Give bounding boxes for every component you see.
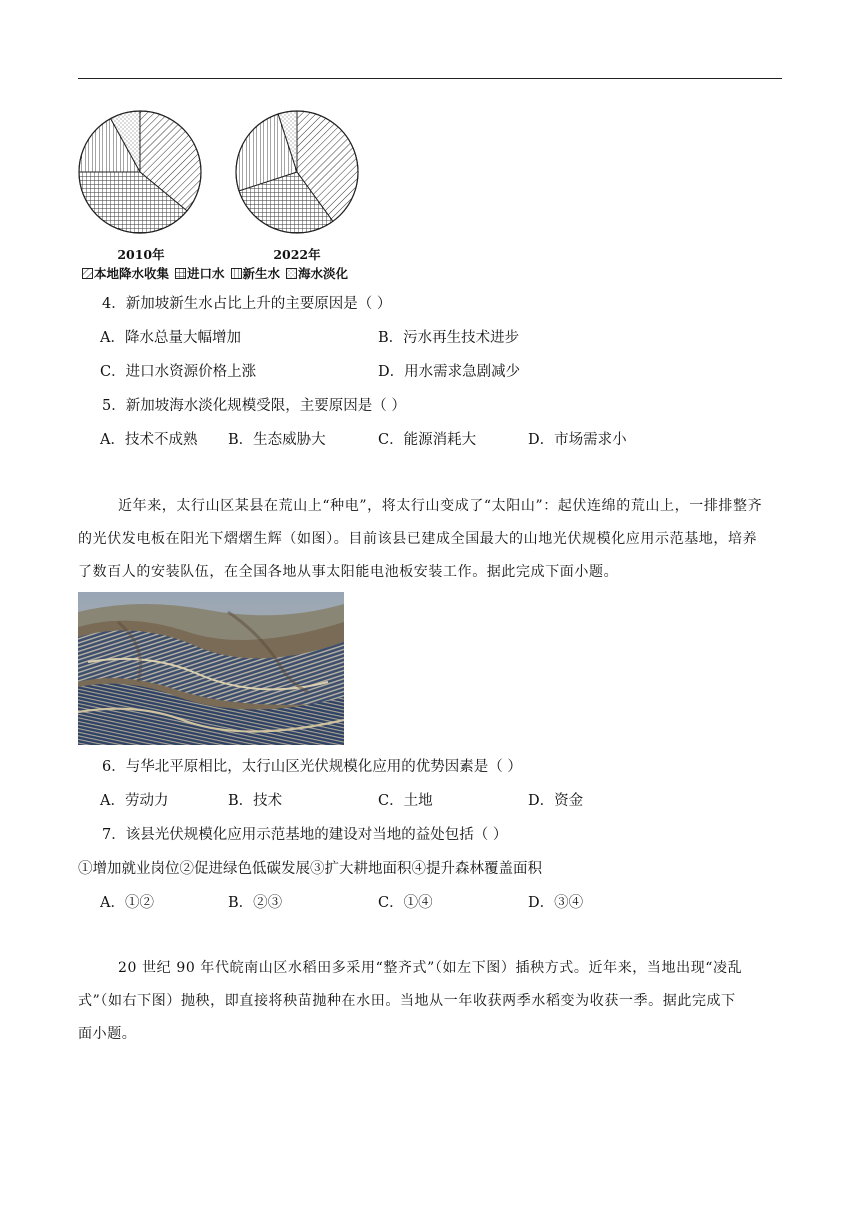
- pie-2010-label: 2010年: [117, 247, 165, 262]
- question-4-option-d[interactable]: D．用水需求急剧减少: [378, 364, 521, 380]
- solar-farm-photo: [78, 592, 344, 745]
- pie-2010: [79, 111, 201, 233]
- question-5-option-a[interactable]: A．技术不成熟: [100, 432, 198, 448]
- question-6-option-b[interactable]: B．技术: [228, 793, 283, 809]
- legend-swatch-vertical: [231, 268, 242, 279]
- question-5-option-b[interactable]: B．生态威胁大: [228, 432, 326, 448]
- passage-rice: [78, 952, 782, 1051]
- pie-2022-label: 2022年: [273, 247, 321, 262]
- header-rule: [78, 78, 782, 79]
- question-6-stem: 6．与华北平原相比，太行山区光伏规模化应用的优势因素是（ ）: [102, 759, 522, 775]
- pie-legend: [82, 264, 350, 282]
- legend-label: 本地降水收集: [94, 266, 170, 281]
- legend-swatch-grid: [175, 268, 186, 279]
- passage-rice-line-2: 式”（如右下图）抛秧，即直接将秧苗抛种在水田。当地从一年收获两季水稻变为收获一季。据此完成下: [78, 993, 736, 1009]
- question-7-items: ①增加就业岗位②促进绿色低碳发展③扩大耕地面积④提升森林覆盖面积: [78, 861, 542, 877]
- passage-solar-line-3: 了数百人的安装队伍，在全国各地从事太阳能电池板安装工作。据此完成下面小题。: [78, 564, 619, 580]
- legend-item-rainwater: [82, 264, 169, 282]
- passage-solar-line-2: 的光伏发电板在阳光下熠熠生辉（如图）。目前该县已建成全国最大的山地光伏规模化应用示范基地，培养: [78, 531, 758, 547]
- question-5-option-c[interactable]: C．能源消耗大: [378, 432, 477, 448]
- legend-item-desalination: [286, 264, 348, 282]
- legend-item-newater: [231, 264, 281, 282]
- pie-2022: [236, 111, 358, 233]
- legend-item-imported: [175, 264, 225, 282]
- question-4-option-b[interactable]: B．污水再生技术进步: [378, 330, 520, 346]
- question-7-option-a[interactable]: A．①②: [100, 895, 154, 911]
- legend-label: 海水淡化: [298, 266, 349, 281]
- legend-label: 新生水: [242, 266, 281, 281]
- legend-swatch-dots: [286, 268, 297, 279]
- legend-label: 进口水: [187, 266, 225, 281]
- question-5-stem: 5．新加坡海水淡化规模受限，主要原因是（ ）: [102, 398, 406, 414]
- question-6-option-c[interactable]: C．土地: [378, 793, 433, 809]
- passage-rice-line-1: 20 世纪 90 年代皖南山区水稻田多采用“整齐式”（如左下图）插秧方式。近年来，当地出现“凌乱: [118, 960, 743, 976]
- passage-rice-line-3: 面小题。: [78, 1026, 137, 1042]
- passage-solar-line-1: 近年来，太行山区某县在荒山上“种电”，将太行山变成了“太阳山”：起伏连绵的荒山上，一排排整齐: [118, 498, 763, 514]
- question-7-stem: 7．该县光伏规模化应用示范基地的建设对当地的益处包括（ ）: [102, 827, 508, 843]
- question-5-option-d[interactable]: D．市场需求小: [528, 432, 627, 448]
- question-7-option-d[interactable]: D．③④: [528, 895, 584, 911]
- question-4-stem: 4．新加坡新生水占比上升的主要原因是（ ）: [102, 296, 392, 312]
- question-7-option-b[interactable]: B．②③: [228, 895, 283, 911]
- question-4-option-a[interactable]: A．降水总量大幅增加: [100, 330, 241, 346]
- passage-solar: [78, 490, 782, 589]
- question-7-option-c[interactable]: C．①④: [378, 895, 433, 911]
- question-6-option-d[interactable]: D．资金: [528, 793, 584, 809]
- legend-swatch-diagonal: [82, 268, 93, 279]
- question-6-option-a[interactable]: A．劳动力: [100, 793, 169, 809]
- question-4-option-c[interactable]: C．进口水资源价格上涨: [100, 364, 257, 380]
